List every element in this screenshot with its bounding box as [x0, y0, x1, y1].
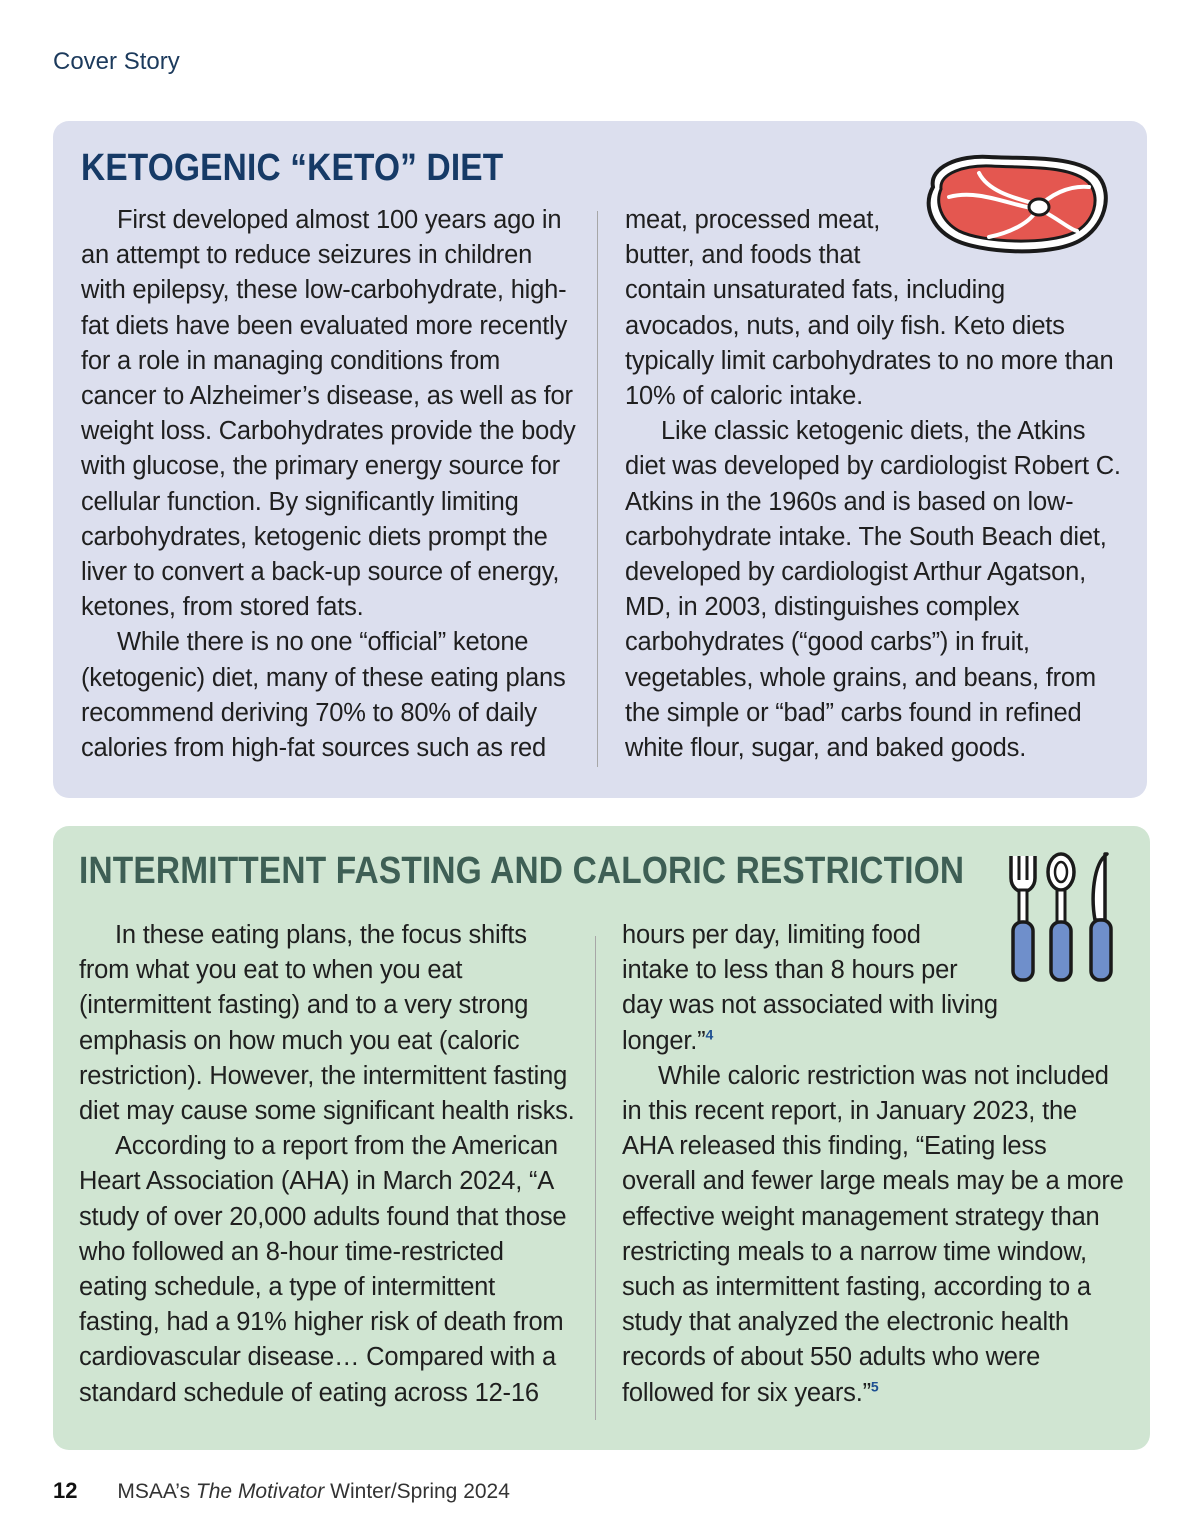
text-line: hours per day, limiting food	[622, 921, 921, 949]
text-line: cellular function. By significantly limiting	[81, 487, 519, 516]
keto-heading: KETOGENIC “KETO” DIET	[81, 147, 504, 189]
keto-right-column	[625, 203, 1125, 766]
text-line: First developed almost 100 years ago in	[117, 206, 562, 234]
text-line: ketones, from stored fats.	[81, 593, 364, 622]
text-line: calories from high-fat sources such as red	[81, 734, 546, 763]
section-label: Cover Story	[53, 48, 180, 75]
text-line: butter, and foods that	[625, 241, 861, 270]
text-line: typically limit carbohydrates to no more than	[625, 346, 1114, 375]
issue: Winter/Spring 2024	[330, 1480, 510, 1503]
text-line: (ketogenic) diet, many of these eating plans	[81, 663, 566, 692]
column-divider	[597, 211, 598, 767]
text-line: standard schedule of eating across 12-16	[79, 1378, 539, 1407]
text-line: white flour, sugar, and baked goods.	[625, 734, 1027, 763]
spoon-icon	[1048, 854, 1074, 980]
reference-5: 5	[870, 1378, 879, 1395]
text-line: Atkins in the 1960s and is based on low-	[625, 487, 1074, 516]
text-line: restriction). However, the intermittent fasting	[79, 1061, 568, 1090]
text-line: (intermittent fasting) and to a very strong	[79, 991, 529, 1020]
text-line-with-ref	[622, 1376, 1132, 1411]
fasting-box	[53, 826, 1150, 1450]
text-line: While there is no one “official” ketone	[117, 628, 529, 657]
text-line: such as intermittent fasting, according to a	[622, 1273, 1091, 1302]
text-line: diet may cause some significant health risks.	[79, 1097, 575, 1126]
text-line: study that analyzed the electronic health	[622, 1308, 1069, 1337]
text-line: with glucose, the primary energy source for	[81, 452, 560, 481]
text-line: 10% of caloric intake.	[625, 382, 863, 411]
fasting-left-column	[79, 918, 589, 1411]
steak-icon	[919, 149, 1111, 259]
text-line: from what you eat to when you eat	[79, 956, 463, 985]
text-line: diet was developed by cardiologist Robert C.	[625, 452, 1121, 481]
text-line: meat, processed meat,	[625, 206, 881, 234]
column-divider	[595, 936, 596, 1420]
text-line: overall and fewer large meals may be a more	[622, 1167, 1124, 1196]
text-line: fasting, had a 91% higher risk of death from	[79, 1308, 564, 1337]
text-line: cardiovascular disease… Compared with a	[79, 1343, 556, 1372]
publisher: MSAA’s	[117, 1480, 191, 1503]
text-line: the simple or “bad” carbs found in refined	[625, 698, 1082, 727]
text-line: While caloric restriction was not included	[658, 1061, 1109, 1090]
text-line: with epilepsy, these low-carbohydrate, high-	[81, 276, 567, 305]
text-line: an attempt to reduce seizures in children	[81, 241, 533, 270]
text-line: According to a report from the American	[115, 1132, 558, 1161]
text-line: Like classic ketogenic diets, the Atkins	[661, 417, 1086, 446]
text-line: MD, in 2003, distinguishes complex	[625, 593, 1020, 622]
text-line: liver to convert a back-up source of energy,	[81, 558, 560, 587]
text-line: developed by cardiologist Arthur Agatson,	[625, 558, 1087, 587]
text-line: restricting meals to a narrow time window,	[622, 1237, 1087, 1266]
text-line-with-ref	[622, 1024, 1132, 1059]
text-line: in this recent report, in January 2023, the	[622, 1097, 1077, 1126]
text-line: for a role in managing conditions from	[81, 346, 501, 375]
page-footer	[53, 1478, 510, 1504]
reference-4: 4	[705, 1026, 714, 1043]
keto-left-column	[81, 203, 581, 766]
text-line: Heart Association (AHA) in March 2024, “A	[79, 1167, 555, 1196]
text-line: emphasis on how much you eat (caloric	[79, 1026, 520, 1055]
fasting-right-column	[622, 918, 1132, 1411]
keto-diet-box	[53, 121, 1147, 798]
text-line: avocados, nuts, and oily fish. Keto diets	[625, 311, 1065, 340]
text-line: carbohydrate intake. The South Beach diet,	[625, 522, 1107, 551]
text-line: fat diets have been evaluated more recently	[81, 311, 568, 340]
text-line: day was not associated with living	[622, 991, 998, 1020]
text-line: vegetables, whole grains, and beans, from	[625, 663, 1096, 692]
text-line: weight loss. Carbohydrates provide the body	[81, 417, 576, 446]
fasting-heading: INTERMITTENT FASTING AND CALORIC RESTRICTION	[79, 850, 965, 892]
utensils-icon	[1001, 850, 1117, 984]
text-line: contain unsaturated fats, including	[625, 276, 1006, 305]
text-line: recommend deriving 70% to 80% of daily	[81, 698, 537, 727]
text-line: study of over 20,000 adults found that those	[79, 1202, 567, 1231]
text-line: who followed an 8-hour time-restricted	[79, 1237, 504, 1266]
text-fragment: followed for six years.”	[622, 1378, 871, 1407]
publication-title: The Motivator	[195, 1480, 325, 1503]
text-line: intake to less than 8 hours per	[622, 956, 958, 985]
text-line: cancer to Alzheimer’s disease, as well as for	[81, 382, 573, 411]
text-line: carbohydrates, ketogenic diets prompt the	[81, 522, 548, 551]
text-fragment: longer.”	[622, 1026, 706, 1055]
fork-icon	[1011, 856, 1035, 980]
text-line: records of about 550 adults who were	[622, 1343, 1041, 1372]
text-line: In these eating plans, the focus shifts	[115, 921, 527, 949]
text-line: effective weight management strategy than	[622, 1202, 1100, 1231]
text-line: carbohydrates (“good carbs”) in fruit,	[625, 628, 1030, 657]
text-line: AHA released this finding, “Eating less	[622, 1132, 1047, 1161]
text-line: eating schedule, a type of intermittent	[79, 1273, 496, 1302]
page-number: 12	[53, 1478, 78, 1503]
knife-icon	[1091, 854, 1111, 980]
